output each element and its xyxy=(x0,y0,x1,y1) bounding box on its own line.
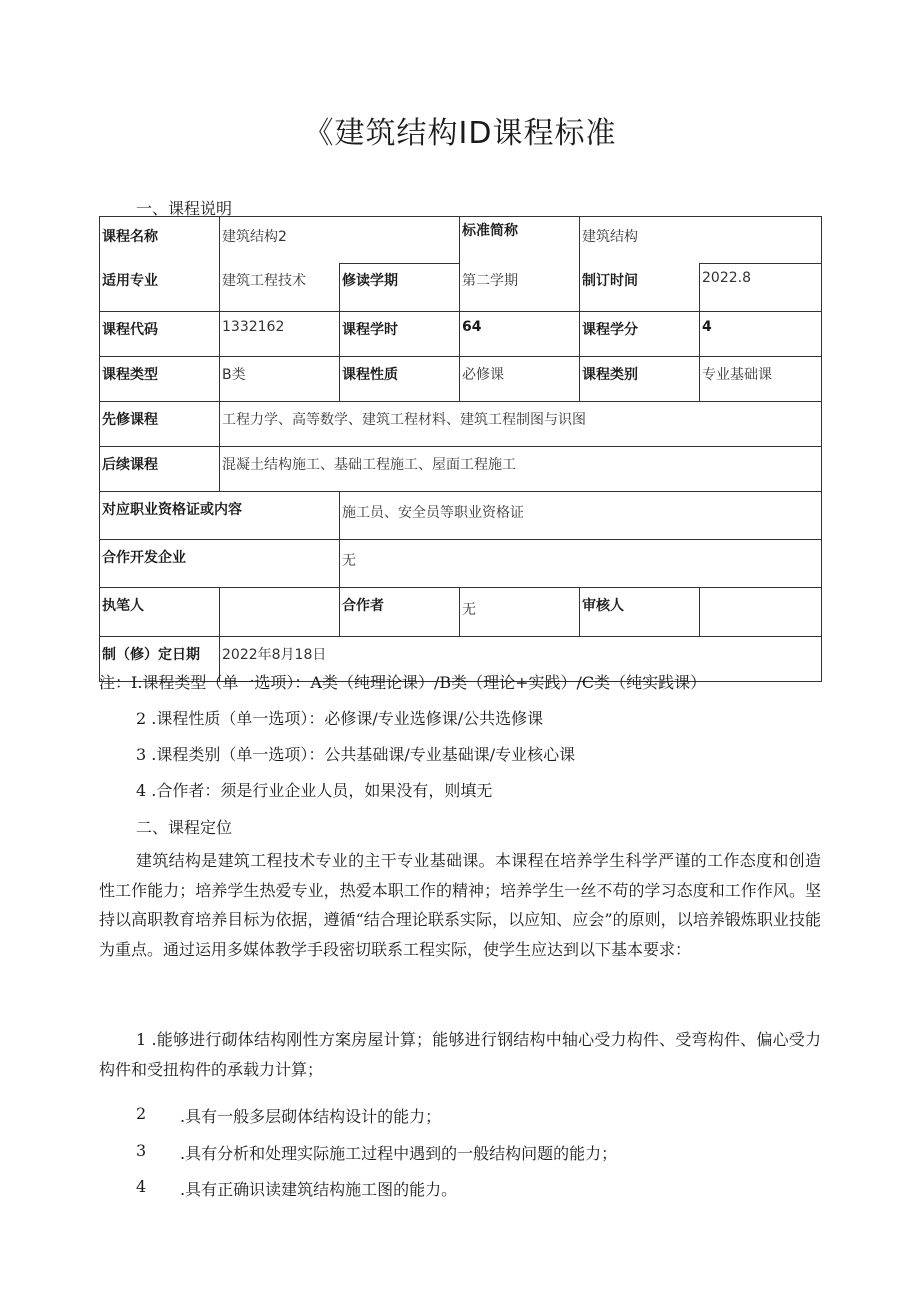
standard-short-name-label: 标准简称 xyxy=(460,217,580,264)
collaborator-value: 无 xyxy=(460,588,580,637)
partner-enterprise-label: 合作开发企业 xyxy=(100,540,340,588)
requirement-item-1: 1 .能够进行砌体结构刚性方案房屋计算；能够进行钢结构中轴心受力构件、受弯构件、偏心受力构件和受扭构件的承载力计算； xyxy=(99,1030,821,1079)
table-row xyxy=(100,357,822,402)
follow-up-course-value: 混凝土结构施工、基础工程施工、屋面工程施工 xyxy=(220,447,822,492)
author-label: 执笔人 xyxy=(100,588,220,637)
revision-date-value: 2022年8月18日 xyxy=(220,637,822,682)
course-credit-label: 课程学分 xyxy=(580,312,700,357)
table-row xyxy=(100,402,822,447)
author-value xyxy=(220,588,340,637)
course-info-table xyxy=(99,216,822,682)
revision-date-label: 制（修）定日期 xyxy=(100,637,220,682)
note-2: 2 .课程性质（单一选项）：必修课/专业选修课/公共选修课 xyxy=(136,709,544,728)
course-name-label: 课程名称 xyxy=(100,217,220,264)
course-code-value: 1332162 xyxy=(220,312,340,357)
course-code-label: 课程代码 xyxy=(100,312,220,357)
reviewer-value xyxy=(700,588,822,637)
note-4: 4 .合作者：须是行业企业人员，如果没有，则填无 xyxy=(136,781,493,800)
document-title: 《建筑结构ID课程标准 xyxy=(303,116,617,151)
table-row xyxy=(100,217,822,264)
note-1: 注：I.课程类型（单一选项）：A类（纯理论课）/B类（理论+实践）/C类（纯实践课） xyxy=(99,673,707,692)
requirement-text-4: .具有正确识读建筑结构施工图的能力。 xyxy=(180,1180,458,1199)
qualification-value: 施工员、安全员等职业资格证 xyxy=(340,492,822,540)
partner-enterprise-value: 无 xyxy=(340,540,822,588)
study-term-value: 第二学期 xyxy=(460,264,580,312)
course-credit-value: 4 xyxy=(700,312,822,357)
follow-up-course-label: 后续课程 xyxy=(100,447,220,492)
course-hours-value: 64 xyxy=(460,312,580,357)
course-nature-value: 必修课 xyxy=(460,357,580,402)
qualification-label: 对应职业资格证或内容 xyxy=(100,492,340,540)
table-row xyxy=(100,540,822,588)
course-category-label: 课程类别 xyxy=(580,357,700,402)
course-type-value: B类 xyxy=(220,357,340,402)
section-heading-course-positioning: 二、课程定位 xyxy=(136,818,233,837)
course-type-label: 课程类型 xyxy=(100,357,220,402)
requirement-number-2: 2 xyxy=(136,1104,147,1123)
course-hours-label: 课程学时 xyxy=(340,312,460,357)
table-row xyxy=(100,312,822,357)
requirement-text-2: .具有一般多层砌体结构设计的能力； xyxy=(180,1107,442,1126)
major-value: 建筑工程技术 xyxy=(220,264,340,312)
requirement-text-3: .具有分析和处理实际施工过程中遇到的一般结构问题的能力； xyxy=(180,1144,618,1163)
table-row xyxy=(100,447,822,492)
major-label: 适用专业 xyxy=(100,264,220,312)
course-category-value: 专业基础课 xyxy=(700,357,822,402)
reviewer-label: 审核人 xyxy=(580,588,700,637)
table-row xyxy=(100,588,822,637)
note-3: 3 .课程类别（单一选项）：公共基础课/专业基础课/专业核心课 xyxy=(136,745,576,764)
table-row xyxy=(100,264,822,312)
made-date-label: 制订时间 xyxy=(580,264,700,312)
made-date-value: 2022.8 xyxy=(700,264,822,312)
requirement-number-3: 3 xyxy=(136,1141,147,1160)
standard-short-name-value: 建筑结构 xyxy=(580,217,822,264)
course-name-value: 建筑结构2 xyxy=(220,217,460,264)
prerequisite-value: 工程力学、高等数学、建筑工程材料、建筑工程制图与识图 xyxy=(220,402,822,447)
study-term-label: 修读学期 xyxy=(340,264,460,312)
requirement-number-4: 4 xyxy=(136,1177,147,1196)
section-heading-course-description: 一、课程说明 xyxy=(136,199,233,218)
collaborator-label: 合作者 xyxy=(340,588,460,637)
table-row xyxy=(100,492,822,540)
course-nature-label: 课程性质 xyxy=(340,357,460,402)
positioning-paragraph: 建筑结构是建筑工程技术专业的主干专业基础课。本课程在培养学生科学严谨的工作态度和创造性工作能力；培养学生热爱专业，热爱本职工作的精神；培养学生一丝不苟的学习态度和工作作风。坚持以高职教育培养目标为依据，遵循“结合理论联系实际，以应知、应会”的原则，以培养锻炼职业技能为重点。通过运用多媒体教学手段密切联系工程实际，使学生应达到以下基本要求： xyxy=(99,851,821,959)
prerequisite-label: 先修课程 xyxy=(100,402,220,447)
